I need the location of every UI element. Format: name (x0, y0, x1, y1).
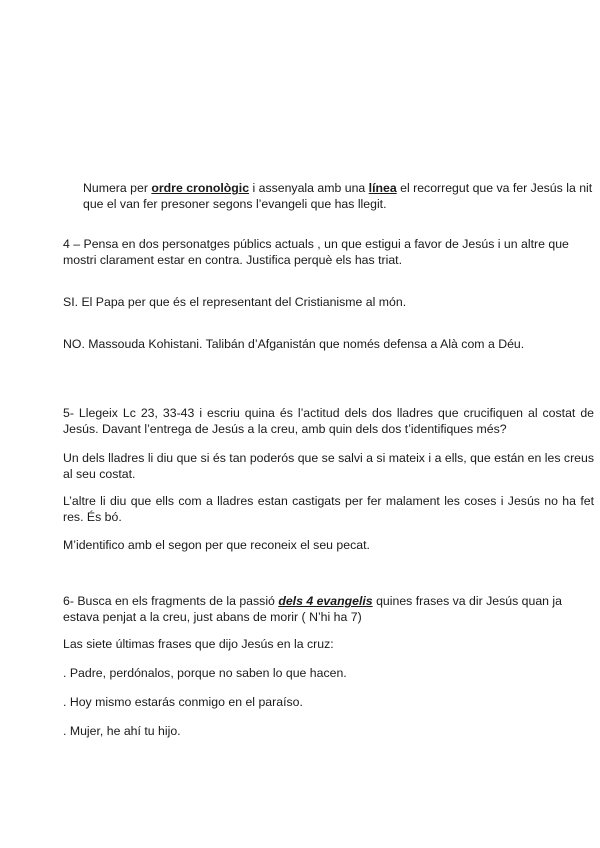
phrases-list-title: Las siete últimas frases que dijo Jesús en la cruz: (63, 637, 334, 651)
answer-5-paragraph-3: M’identifico amb el segon per que reconeix el seu pecat. (63, 538, 370, 552)
question-6-text-2: quines frases va dir Jesús quan ja estava penjat a la creu, just abans de morir ( N’hi ha 7) (63, 594, 562, 624)
phrase-item: . Hoy mismo estarás conmigo en el paraíso. (63, 695, 303, 709)
phrase-item: . Mujer, he ahí tu hijo. (63, 724, 181, 738)
answer-5-paragraph-1: Un dels lladres li diu que si és tan poderós que se salvi a si mateix i a ells, que están en les creus al seu costat. (63, 451, 594, 481)
question-6-text-1: 6- Busca en els fragments de la passió (63, 594, 279, 608)
question-4: 4 – Pensa en dos personatges públics actuals , un que estigui a favor de Jesús i un altre que mostri clarament estar en contra. Justifica perquè els has triat. (63, 237, 569, 267)
answer-5-paragraph-2: L’altre li diu que ells com a lladres estan castigats per fer malament les coses i Jesús no ha fet res. És bó. (63, 494, 594, 524)
question-6-emphasis: dels 4 evangelis (278, 594, 373, 608)
question-6 (63, 594, 569, 625)
intro-instruction (83, 181, 593, 212)
intro-emphasis-chronological: ordre cronològic (151, 181, 250, 195)
answer-4-no: NO. Massouda Kohistani. Talibán d’Afganistán que només defensa a Alà com a Déu. (63, 337, 525, 351)
phrase-item: . Padre, perdónalos, porque no saben lo que hacen. (63, 666, 347, 680)
intro-text-2: i assenyala amb una (249, 181, 369, 195)
intro-text-3: el recorregut que va fer Jesús la nit que el van fer presoner segons l’evangeli que has llegit. (83, 181, 593, 211)
intro-emphasis-line: línea (368, 181, 397, 195)
question-5: 5- Llegeix Lc 23, 33-43 i escriu quina és l’actitud dels dos lladres que crucifiquen al costat de Jesús. Davant l’entrega de Jesús a la creu, amb quin dels dos t’identifiques més? (63, 406, 594, 436)
answer-4-si: SI. El Papa per que és el representant del Cristianisme al món. (63, 295, 407, 309)
intro-text-1: Numera per (83, 181, 152, 195)
